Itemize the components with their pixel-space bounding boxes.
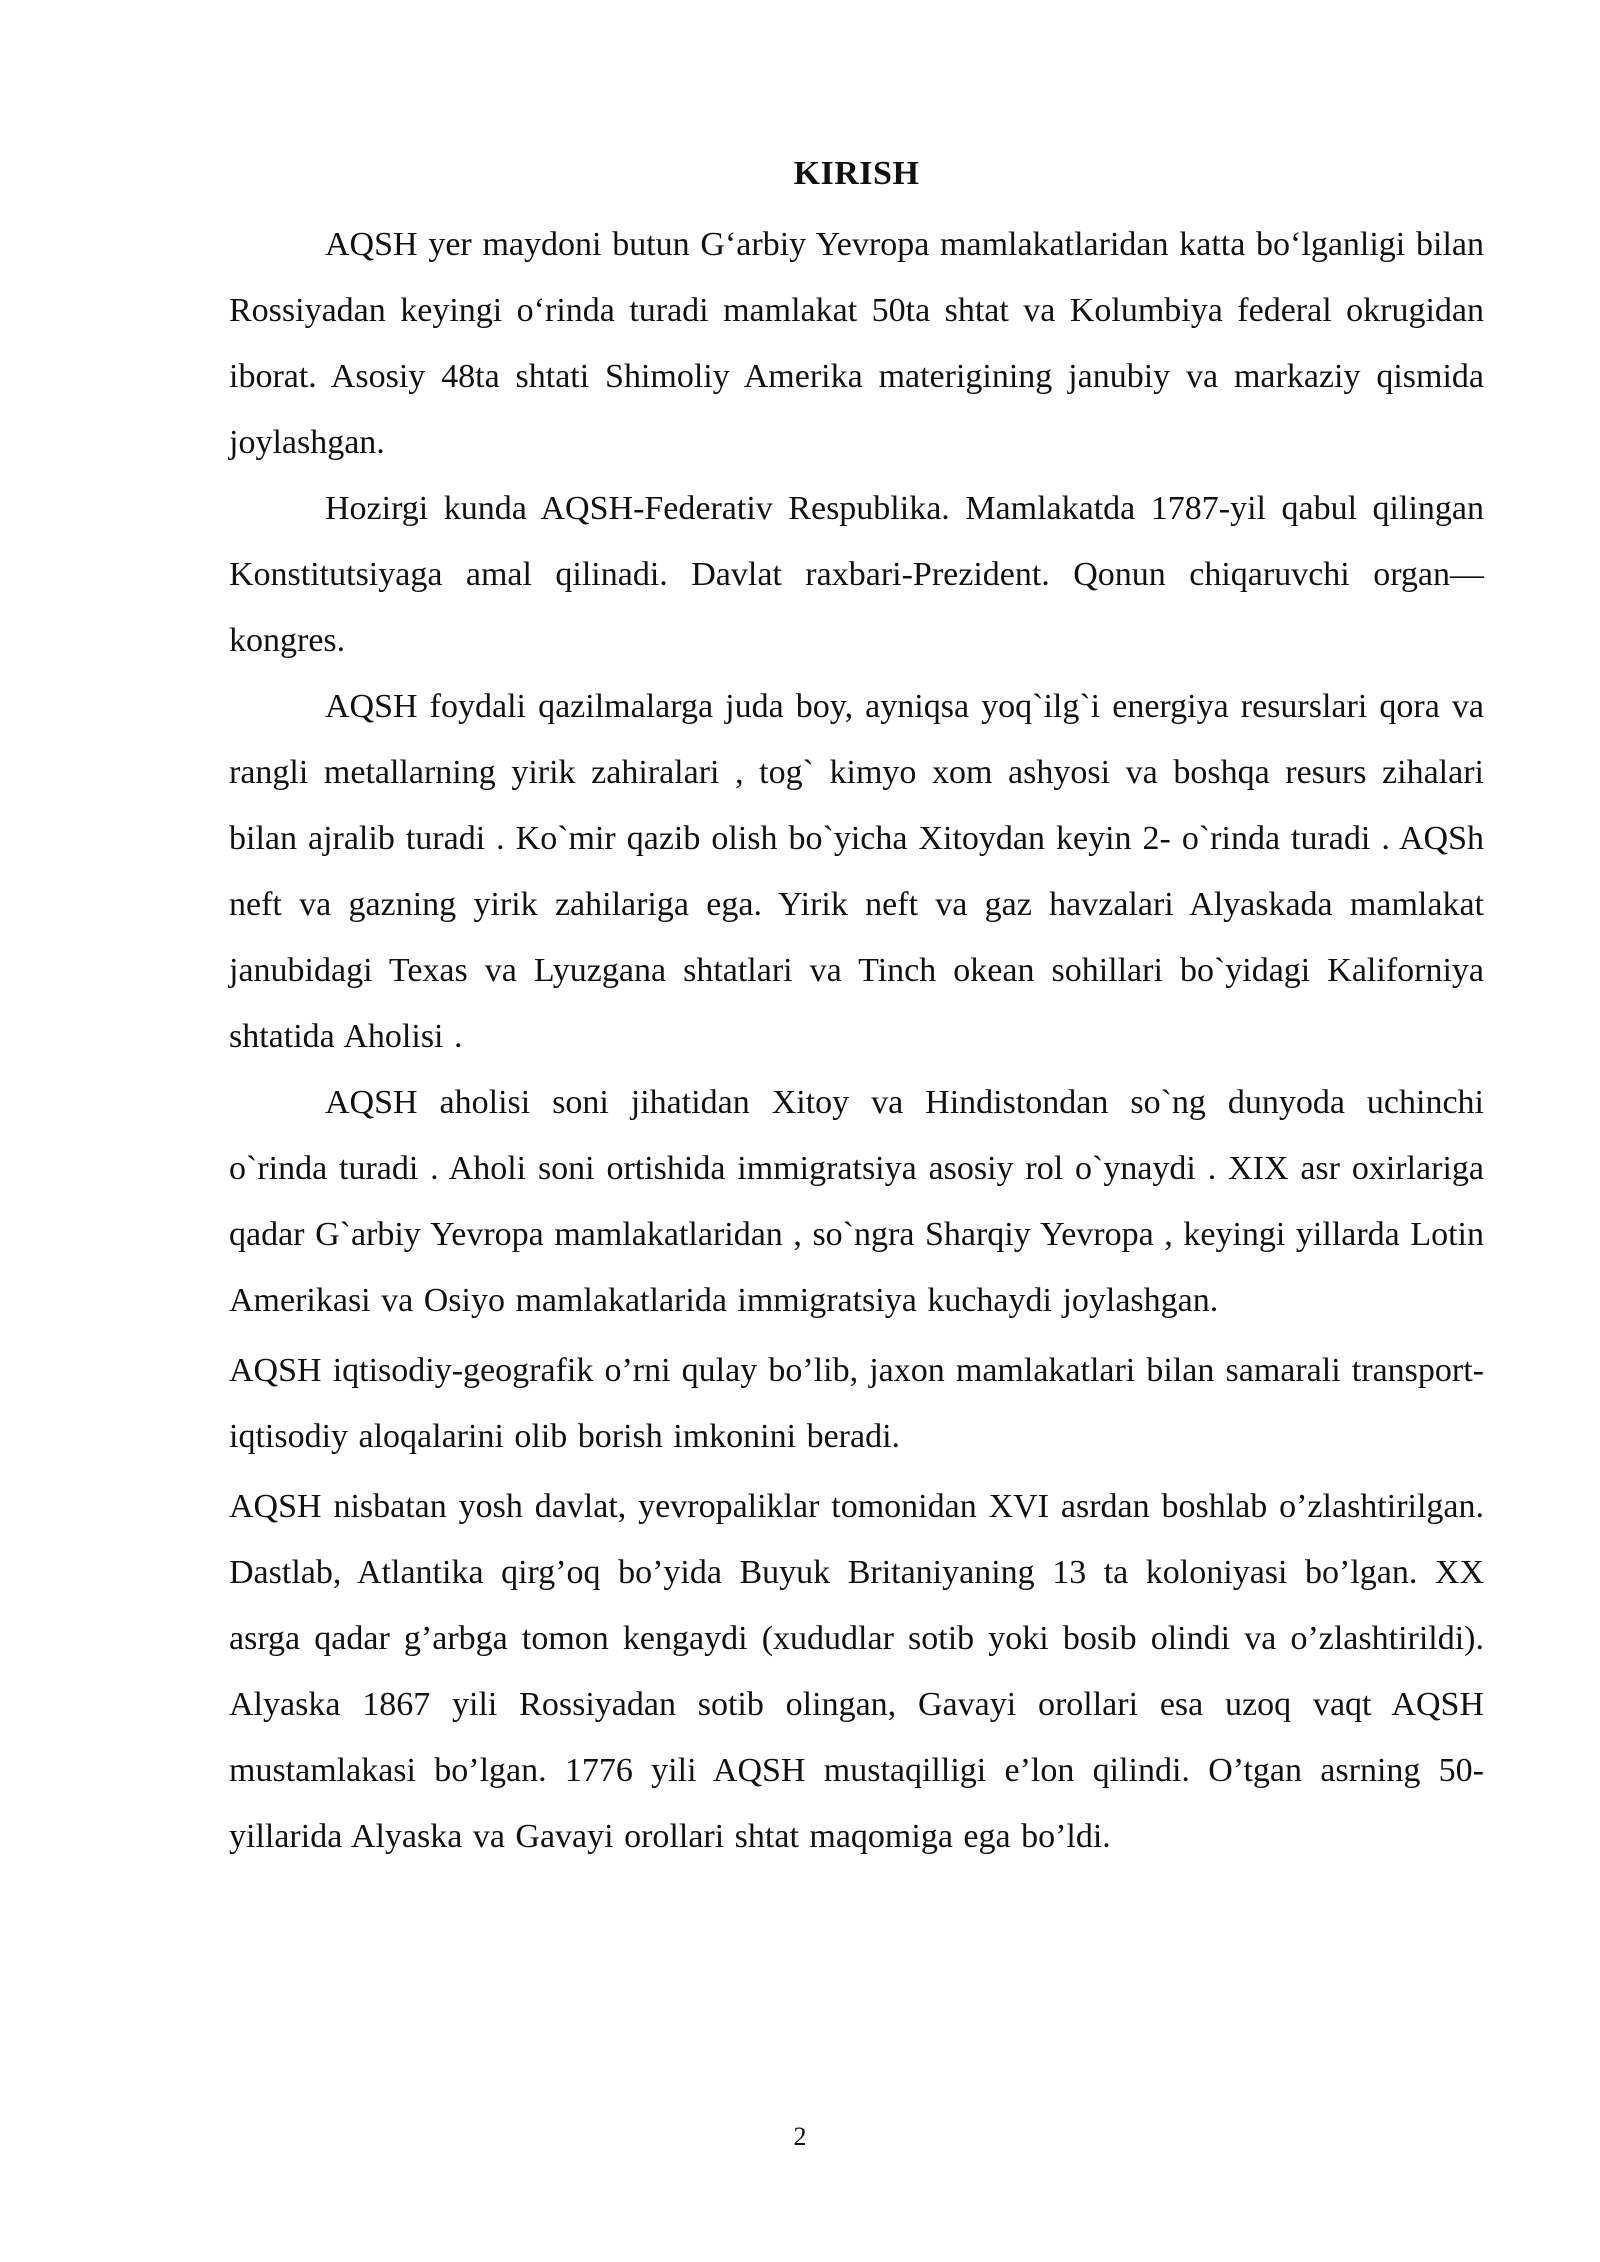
paragraph-territory: AQSH yer maydoni butun G‘arbiy Yevropa mamlakatlaridan katta bo‘lganligi bilan Rossiyadan keyingi o‘rinda turadi mamlakat 50ta shtat va Kolumbiya federal okrugidan iborat. Asosiy 48ta shtati Shimoliy Amerika materigining janubiy va markaziy qismida joylashgan. (229, 226, 1484, 461)
paragraph-government: Hozirgi kunda AQSH-Federativ Respublika. Mamlakatda 1787-yil qabul qilingan Konstitutsiyaga amal qilinadi. Davlat raxbari-Prezident. Qonun chiqaruvchi organ—kongres. (229, 490, 1484, 659)
paragraph-resources: AQSH foydali qazilmalarga juda boy, ayniqsa yoq`ilg`i energiya resurslari qora va rangli metallarning yirik zahiralari , tog` kimyo xom ashyosi va boshqa resurs zihalari bilan ajralib turadi . Ko`mir qazib olish bo`yicha Xitoydan keyin 2- o`rinda turadi . AQSh neft va gazning yirik zahilariga ega. Yirik neft va gaz havzalari Alyaskada mamlakat janubidagi Texas va Lyuzgana shtatlari va Tinch okean sohillari bo`yidagi Kaliforniya shtatida Aholisi . (229, 688, 1484, 1055)
page-number: 2 (793, 2122, 807, 2151)
paragraph-history: AQSH nisbatan yosh davlat, yevropaliklar tomonidan XVI asrdan boshlab o’zlashtirilgan. Dastlab, Atlantika qirg’oq bo’yida Buyuk Britaniyaning 13 ta koloniyasi bo’lgan. XX asrga qadar g’arbga tomon kengaydi (xududlar sotib yoki bosib olindi va o’zlashtirildi). Alyaska 1867 yili Rossiyadan sotib olingan, Gavayi orollari esa uzoq vaqt AQSH mustamlakasi bo’lgan. 1776 yili AQSH mustaqilligi e’lon qilindi. O’tgan asrning 50-yillarida Alyaska va Gavayi orollari shtat maqomiga ega bo’ldi. (229, 1488, 1484, 1855)
paragraph-population: AQSH aholisi soni jihatidan Xitoy va Hindistondan so`ng dunyoda uchinchi o`rinda turadi . Aholi soni ortishida immigratsiya asosiy rol o`ynaydi . XIX asr oxirlariga qadar G`arbiy Yevropa mamlakatlaridan , so`ngra Sharqiy Yevropa , keyingi yillarda Lotin Amerikasi va Osiyo mamlakatlarida immigratsiya kuchaydi joylashgan. (229, 1084, 1484, 1319)
page-content (229, 148, 1484, 1870)
document-title: KIRISH (793, 155, 920, 192)
paragraph-geography: AQSH iqtisodiy-geografik o’rni qulay bo’lib, jaxon mamlakatlari bilan samarali transport-iqtisodiy aloqalarini olib borish imkonini beradi. (229, 1352, 1484, 1455)
